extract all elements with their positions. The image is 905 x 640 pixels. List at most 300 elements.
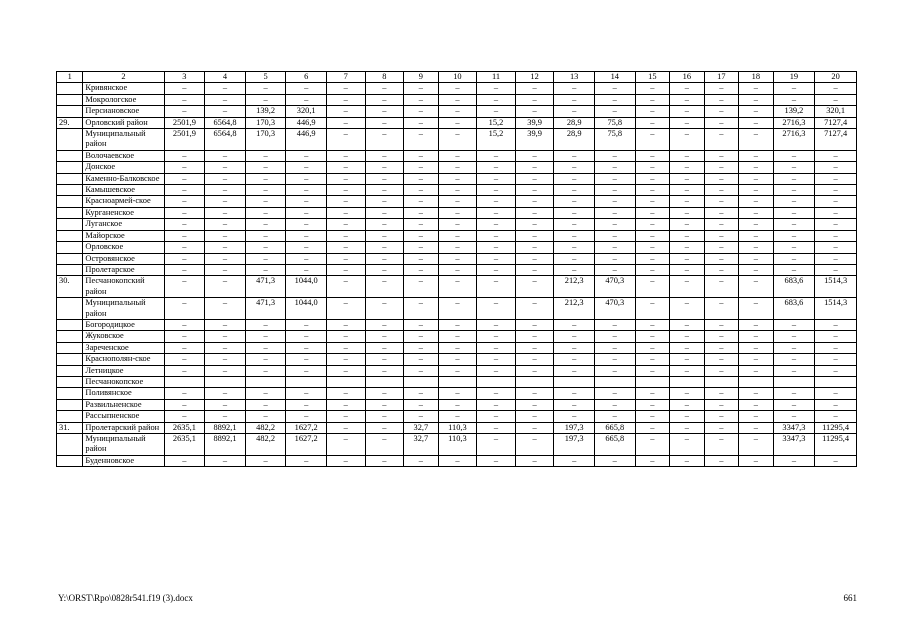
table-cell: –	[815, 207, 857, 218]
table-cell: –	[704, 230, 739, 241]
table-cell: –	[438, 219, 477, 230]
table-cell: 110,3	[438, 434, 477, 456]
row-number	[57, 411, 83, 422]
row-number	[57, 298, 83, 320]
table-row	[57, 422, 857, 433]
table-row	[57, 117, 857, 128]
table-cell: –	[815, 185, 857, 196]
table-cell: –	[245, 253, 286, 264]
table-cell: 6564,8	[205, 117, 246, 128]
table-cell: –	[404, 455, 439, 466]
table-cell: –	[477, 83, 516, 94]
table-row	[57, 94, 857, 105]
table-cell: –	[704, 298, 739, 320]
table-cell: –	[164, 319, 205, 330]
table-cell: –	[704, 276, 739, 298]
table-cell: 197,3	[554, 422, 595, 433]
table-cell: –	[477, 94, 516, 105]
table-cell: –	[515, 264, 554, 275]
table-cell: –	[164, 230, 205, 241]
table-cell: –	[554, 162, 595, 173]
table-cell: 482,2	[245, 434, 286, 456]
table-cell: –	[739, 196, 774, 207]
table-cell: –	[477, 150, 516, 161]
table-cell: –	[326, 94, 365, 105]
row-name: Кривянское	[83, 83, 164, 94]
table-cell: –	[773, 242, 815, 253]
table-row	[57, 319, 857, 330]
table-cell: –	[773, 230, 815, 241]
table-cell: –	[515, 365, 554, 376]
table-cell: 197,3	[554, 434, 595, 456]
table-row	[57, 150, 857, 161]
table-cell: –	[815, 319, 857, 330]
table-cell: –	[670, 162, 705, 173]
table-cell: –	[554, 411, 595, 422]
table-cell: –	[594, 242, 635, 253]
table-cell: 1627,2	[286, 434, 327, 456]
table-cell: –	[404, 342, 439, 353]
table-cell: –	[670, 319, 705, 330]
table-cell: –	[438, 185, 477, 196]
table-row	[57, 411, 857, 422]
row-name: Летницкое	[83, 365, 164, 376]
table-cell: –	[594, 94, 635, 105]
table-cell: –	[739, 298, 774, 320]
table-cell: –	[477, 242, 516, 253]
table-cell: 6564,8	[205, 129, 246, 151]
data-table	[56, 71, 857, 467]
row-number	[57, 173, 83, 184]
table-cell: –	[554, 94, 595, 105]
table-cell: –	[704, 185, 739, 196]
table-cell: –	[477, 455, 516, 466]
table-cell: –	[326, 106, 365, 117]
table-cell: –	[815, 83, 857, 94]
table-cell: –	[773, 455, 815, 466]
table-cell: –	[365, 298, 404, 320]
table-cell: –	[739, 185, 774, 196]
table-cell: –	[635, 173, 670, 184]
table-cell: –	[164, 411, 205, 422]
table-cell: –	[704, 388, 739, 399]
table-cell: –	[164, 253, 205, 264]
table-cell: –	[164, 276, 205, 298]
table-cell: –	[739, 219, 774, 230]
table-cell: –	[815, 162, 857, 173]
table-cell: –	[635, 331, 670, 342]
row-name: Муниципальный район	[83, 298, 164, 320]
row-name: Жуковское	[83, 331, 164, 342]
table-cell: –	[704, 253, 739, 264]
table-cell: –	[594, 162, 635, 173]
table-cell: –	[515, 422, 554, 433]
table-cell: –	[815, 219, 857, 230]
table-cell: 15,2	[477, 129, 516, 151]
table-cell: –	[326, 365, 365, 376]
table-cell: –	[515, 230, 554, 241]
table-cell: 11295,4	[815, 422, 857, 433]
table-cell: –	[594, 455, 635, 466]
table-cell: –	[704, 342, 739, 353]
table-cell: –	[245, 230, 286, 241]
table-cell: –	[477, 230, 516, 241]
table-cell: –	[670, 422, 705, 433]
column-header: 2	[83, 72, 164, 83]
table-row	[57, 264, 857, 275]
table-cell: –	[594, 83, 635, 94]
table-cell: –	[815, 253, 857, 264]
table-cell: –	[477, 162, 516, 173]
table-cell: 2716,3	[773, 129, 815, 151]
row-name: Богородицкое	[83, 319, 164, 330]
table-cell: –	[773, 264, 815, 275]
table-cell: –	[205, 342, 246, 353]
table-cell: –	[286, 219, 327, 230]
table-cell: –	[286, 185, 327, 196]
column-header: 6	[286, 72, 327, 83]
table-cell: –	[438, 354, 477, 365]
table-cell: –	[515, 388, 554, 399]
table-cell: –	[477, 342, 516, 353]
table-cell: –	[245, 83, 286, 94]
table-cell: –	[477, 185, 516, 196]
table-cell: –	[365, 162, 404, 173]
table-cell: –	[438, 129, 477, 151]
table-cell: –	[205, 331, 246, 342]
table-cell: –	[205, 185, 246, 196]
table-cell: –	[164, 106, 205, 117]
row-name: Персиановское	[83, 106, 164, 117]
table-cell: –	[205, 106, 246, 117]
table-cell: 110,3	[438, 422, 477, 433]
table-cell: –	[704, 331, 739, 342]
table-cell: –	[554, 242, 595, 253]
table-cell: –	[815, 331, 857, 342]
table-cell: 212,3	[554, 298, 595, 320]
row-name: Донское	[83, 162, 164, 173]
table-cell	[438, 376, 477, 387]
table-cell: –	[635, 434, 670, 456]
table-cell: –	[205, 399, 246, 410]
table-row	[57, 242, 857, 253]
table-cell: –	[739, 230, 774, 241]
table-cell: –	[438, 83, 477, 94]
table-cell: –	[594, 354, 635, 365]
table-cell: 2501,9	[164, 117, 205, 128]
table-cell: –	[739, 276, 774, 298]
table-cell: –	[164, 331, 205, 342]
table-cell: –	[554, 331, 595, 342]
table-cell: –	[404, 365, 439, 376]
row-number	[57, 129, 83, 151]
table-cell: –	[773, 196, 815, 207]
table-cell: 1627,2	[286, 422, 327, 433]
table-cell: –	[365, 276, 404, 298]
table-cell: –	[739, 94, 774, 105]
table-row	[57, 219, 857, 230]
table-cell: –	[594, 319, 635, 330]
table-cell: –	[286, 354, 327, 365]
table-cell: –	[438, 196, 477, 207]
table-cell: –	[704, 319, 739, 330]
table-cell: –	[704, 242, 739, 253]
table-cell: –	[404, 129, 439, 151]
table-cell: –	[205, 219, 246, 230]
table-cell: –	[438, 162, 477, 173]
row-number	[57, 230, 83, 241]
row-number	[57, 331, 83, 342]
table-cell: –	[438, 298, 477, 320]
table-cell: –	[326, 207, 365, 218]
table-cell: –	[205, 365, 246, 376]
table-cell: –	[554, 388, 595, 399]
table-cell: 15,2	[477, 117, 516, 128]
table-cell: –	[554, 399, 595, 410]
table-cell: –	[554, 354, 595, 365]
table-cell: –	[365, 319, 404, 330]
table-cell: –	[635, 196, 670, 207]
row-number	[57, 242, 83, 253]
table-cell: –	[164, 242, 205, 253]
table-cell: –	[477, 196, 516, 207]
table-cell: –	[286, 207, 327, 218]
table-cell: –	[515, 196, 554, 207]
table-cell: –	[404, 230, 439, 241]
row-number	[57, 106, 83, 117]
table-cell: –	[594, 207, 635, 218]
table-cell: –	[326, 185, 365, 196]
table-cell: –	[515, 319, 554, 330]
table-cell: –	[554, 319, 595, 330]
table-cell: –	[739, 434, 774, 456]
table-cell: –	[205, 264, 246, 275]
table-cell: –	[670, 219, 705, 230]
table-row	[57, 196, 857, 207]
row-name: Зареченское	[83, 342, 164, 353]
table-cell: 1514,3	[815, 298, 857, 320]
table-cell: 39,9	[515, 129, 554, 151]
table-cell: –	[365, 230, 404, 241]
table-cell: 11295,4	[815, 434, 857, 456]
table-cell: –	[245, 331, 286, 342]
table-cell: –	[365, 365, 404, 376]
table-cell: –	[326, 298, 365, 320]
table-cell: –	[594, 331, 635, 342]
table-cell: 2501,9	[164, 129, 205, 151]
table-cell: –	[704, 219, 739, 230]
table-cell: –	[245, 185, 286, 196]
table-cell: –	[594, 173, 635, 184]
table-cell: –	[670, 94, 705, 105]
column-header: 5	[245, 72, 286, 83]
table-cell: –	[477, 106, 516, 117]
row-name: Песчанокопское	[83, 376, 164, 387]
table-cell: –	[404, 242, 439, 253]
table-cell: –	[245, 365, 286, 376]
table-cell: 446,9	[286, 117, 327, 128]
table-cell: –	[635, 298, 670, 320]
table-cell: –	[365, 106, 404, 117]
table-cell: 28,9	[554, 117, 595, 128]
table-cell: –	[365, 264, 404, 275]
table-cell: –	[815, 230, 857, 241]
column-header: 18	[739, 72, 774, 83]
table-cell: –	[205, 455, 246, 466]
table-cell: –	[739, 342, 774, 353]
table-cell: –	[477, 319, 516, 330]
row-name: Орловское	[83, 242, 164, 253]
table-cell: –	[286, 94, 327, 105]
row-name: Пролетарское	[83, 264, 164, 275]
table-cell: –	[205, 173, 246, 184]
table-cell: –	[635, 185, 670, 196]
table-cell: –	[477, 399, 516, 410]
table-cell: –	[326, 129, 365, 151]
table-cell: –	[635, 276, 670, 298]
column-header: 4	[205, 72, 246, 83]
table-cell: –	[670, 196, 705, 207]
table-cell: –	[326, 276, 365, 298]
table-cell	[670, 376, 705, 387]
row-number	[57, 376, 83, 387]
table-cell: –	[635, 422, 670, 433]
table-cell: –	[635, 230, 670, 241]
row-number	[57, 150, 83, 161]
table-cell: –	[286, 319, 327, 330]
table-cell: –	[815, 342, 857, 353]
table-cell: 1044,0	[286, 276, 327, 298]
row-name: Майорское	[83, 230, 164, 241]
table-cell: –	[326, 253, 365, 264]
table-cell: –	[164, 298, 205, 320]
table-cell: –	[404, 106, 439, 117]
table-cell: 482,2	[245, 422, 286, 433]
table-cell: –	[286, 365, 327, 376]
table-cell: –	[326, 455, 365, 466]
table-cell: –	[286, 331, 327, 342]
table-cell: –	[404, 150, 439, 161]
table-cell: –	[205, 94, 246, 105]
table-cell: –	[477, 411, 516, 422]
table-cell: –	[286, 411, 327, 422]
row-name: Каменно-Балковское	[83, 173, 164, 184]
table-row	[57, 276, 857, 298]
table-cell: –	[164, 264, 205, 275]
table-cell: –	[670, 411, 705, 422]
table-cell: 7127,4	[815, 117, 857, 128]
row-name: Пролетарский район	[83, 422, 164, 433]
table-cell: –	[704, 162, 739, 173]
table-cell: –	[477, 354, 516, 365]
table-row	[57, 342, 857, 353]
table-cell	[635, 376, 670, 387]
table-cell: –	[739, 117, 774, 128]
table-cell: –	[704, 129, 739, 151]
table-cell: –	[815, 264, 857, 275]
table-cell: –	[515, 411, 554, 422]
table-cell: –	[164, 83, 205, 94]
table-cell: –	[594, 264, 635, 275]
table-cell: –	[164, 150, 205, 161]
table-cell: –	[404, 117, 439, 128]
column-header: 7	[326, 72, 365, 83]
table-cell: –	[670, 106, 705, 117]
table-cell: –	[635, 162, 670, 173]
table-cell: –	[815, 173, 857, 184]
table-cell: –	[245, 399, 286, 410]
table-cell: –	[404, 162, 439, 173]
table-cell: –	[286, 399, 327, 410]
table-cell: –	[404, 253, 439, 264]
table-cell: –	[438, 117, 477, 128]
table-row	[57, 365, 857, 376]
table-cell: –	[205, 276, 246, 298]
table-cell	[326, 376, 365, 387]
table-cell	[594, 376, 635, 387]
table-cell: –	[635, 129, 670, 151]
row-name: Буденновское	[83, 455, 164, 466]
table-cell: –	[365, 388, 404, 399]
table-cell: –	[670, 434, 705, 456]
table-cell: –	[365, 434, 404, 456]
table-cell: –	[670, 207, 705, 218]
row-name: Волочаевское	[83, 150, 164, 161]
table-cell: –	[515, 242, 554, 253]
table-cell: –	[477, 331, 516, 342]
table-body	[57, 72, 857, 467]
table-cell: –	[635, 242, 670, 253]
table-cell: –	[326, 117, 365, 128]
table-cell: 471,3	[245, 298, 286, 320]
table-cell: –	[515, 106, 554, 117]
table-cell: –	[815, 411, 857, 422]
column-header: 12	[515, 72, 554, 83]
column-header: 1	[57, 72, 83, 83]
table-cell: –	[739, 242, 774, 253]
table-cell: –	[815, 150, 857, 161]
table-cell: –	[438, 242, 477, 253]
table-cell: –	[365, 422, 404, 433]
table-cell: –	[739, 319, 774, 330]
column-header: 14	[594, 72, 635, 83]
table-cell: 470,3	[594, 276, 635, 298]
row-number	[57, 185, 83, 196]
table-cell: –	[739, 173, 774, 184]
table-cell: –	[164, 185, 205, 196]
table-cell: –	[704, 434, 739, 456]
table-cell: –	[245, 411, 286, 422]
table-cell: 32,7	[404, 434, 439, 456]
table-cell: 665,8	[594, 422, 635, 433]
table-cell: –	[554, 150, 595, 161]
table-cell	[739, 376, 774, 387]
table-cell: –	[739, 354, 774, 365]
table-cell: –	[404, 298, 439, 320]
table-cell	[515, 376, 554, 387]
table-cell: –	[594, 342, 635, 353]
table-cell: –	[365, 219, 404, 230]
table-cell: –	[205, 319, 246, 330]
table-cell: –	[286, 83, 327, 94]
table-cell: 471,3	[245, 276, 286, 298]
table-cell: –	[365, 196, 404, 207]
table-cell: –	[515, 150, 554, 161]
table-cell: –	[404, 173, 439, 184]
table-cell: –	[438, 207, 477, 218]
table-cell: –	[594, 365, 635, 376]
table-cell: –	[326, 83, 365, 94]
